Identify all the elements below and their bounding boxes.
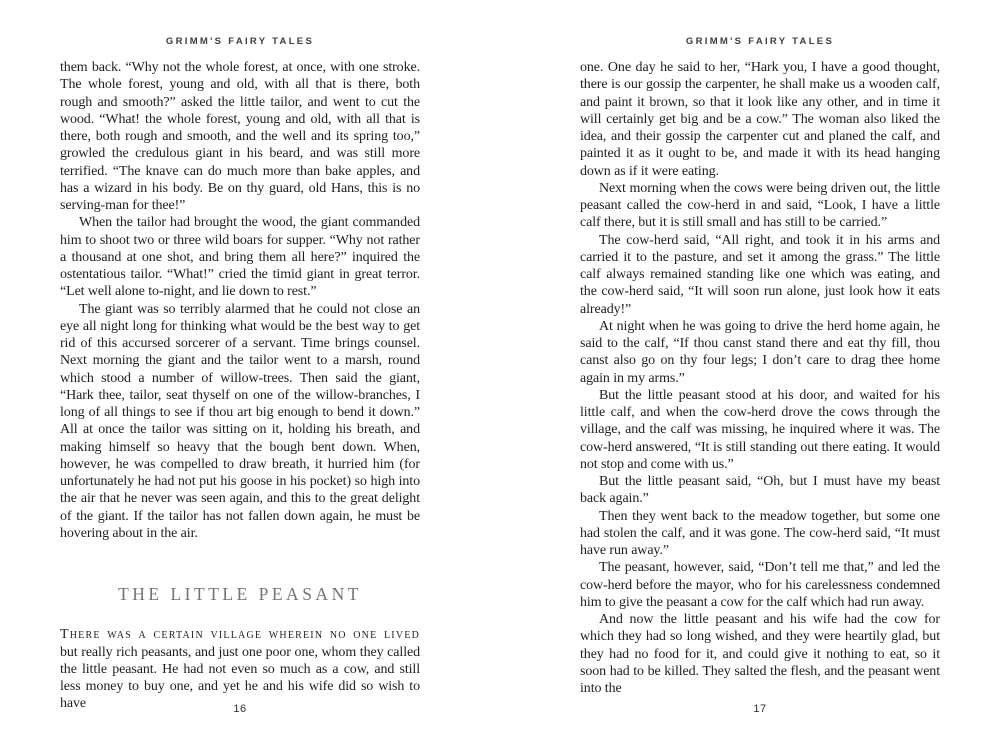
chapter-opening-paragraphs [60, 626, 420, 712]
page-number-left: 16 [233, 703, 247, 715]
page-left [60, 0, 420, 737]
paragraph: The peasant, however, said, “Don’t tell me that,” and led the cow-herd before the mayor, who for his carelessness condemned him to give the peasant a cow for the calf which had run away. [580, 560, 940, 610]
chapter-heading: THE LITTLE PEASANT [118, 584, 362, 604]
paragraph: But the little peasant stood at his door, and waited for his little calf, and when the cow-herd drove the cows through the village, and the calf was missing, he inquired where it was. The cow-herd answered, “It is still standing out there eating. It would not stop and come with us.” [580, 387, 940, 472]
running-head-left: GRIMM'S FAIRY TALES [165, 36, 315, 47]
story-paragraphs [580, 59, 940, 697]
running-head-right: GRIMM'S FAIRY TALES [685, 36, 835, 47]
page-number-right: 17 [753, 703, 767, 715]
paragraph: one. One day he said to her, “Hark you, I have a good thought, there is our gossip the carpenter, he shall make us a wooden calf, and paint it brown, so that it look like any other, and in time it will certainly get big and be a cow.” The woman also liked the idea, and their gossip the carpenter cut and planed the calf, and painted it as it ought to be, and made it with its head hanging down as if it were eating. [580, 60, 940, 179]
paragraph: At night when he was going to drive the herd home again, he said to the calf, “If thou canst stand there and eat thy fill, thou canst also go on thy four legs; I don’t care to drag thee home again in my arms.” [580, 318, 940, 386]
paragraph: The cow-herd said, “All right, and took it in his arms and carried it to the pasture, and set it among the grass.” The little calf always remained standing like one which was eating, and the cow-herd said, “It will soon run alone, just look how it eats already!” [580, 232, 940, 317]
paragraph: But the little peasant said, “Oh, but I must have my beast back again.” [580, 474, 940, 507]
paragraph: Then they went back to the meadow together, but some one had stolen the calf, and it was gone. The cow-herd said, “It must have run away.” [580, 508, 940, 558]
page-right [580, 0, 940, 737]
paragraph: The giant was so terribly alarmed that he could not close an eye all night long for thinking what would be the best way to get rid of this accursed sorcerer of a servant. Time brings counsel. Next morning the giant and the tailor went to a marsh, round which stood a number of willow-trees. Then said the giant, “Hark thee, tailor, seat thyself on one of the willow-branches, I long of all things to see if thou art big enough to bend it down.” All at once the tailor was sitting on it, holding his breath, and making himself so heavy that the bough bent down. When, however, he was compelled to draw breath, it hurried him (for unfortunately he had not put his goose in his pocket) so high into the air that he never was seen again, and this to the great delight of the giant. If the tailor has not fallen down again, he must be hovering about in the air. [60, 301, 420, 541]
page-right-body [580, 59, 940, 697]
paragraph: There was a certain village wherein no one lived but really rich peasants, and just one poor one, whom they called the little peasant. He had not even so much as a cow, and still less money to buy one, and yet he and his wife did so wish to have [60, 627, 420, 712]
paragraph: them back. “Why not the whole forest, at once, with one stroke. The whole forest, young and old, with all that is there, both rough and smooth?” asked the little tailor, and went to cut the wood. “What! the whole forest, young and old, with all that is there, both rough and smooth, and the well and its spring too,” growled the credulous giant in his beard, and was still more terrified. “The knave can do much more than bake apples, and has a wizard in his body. Be on thy guard, old Hans, this is no serving-man for thee!” [60, 60, 420, 213]
page-left-body [60, 59, 420, 713]
paragraph: When the tailor had brought the wood, the giant commanded him to shoot two or three wild boars for supper. “Why not rather a thousand at one shot, and bring them all here?” inquired the ostentatious tailor. “What!” cried the timid giant in great terror. “Let well alone to-night, and lie down to rest.” [60, 215, 420, 300]
story-end-paragraphs [60, 59, 420, 542]
paragraph: Next morning when the cows were being driven out, the little peasant called the cow-herd in and said, “Look, I have a little calf there, but it is still small and has still to be carried.” [580, 180, 940, 231]
paragraph: And now the little peasant and his wife had the cow for which they had so long wished, and they were heartily glad, but they had no food for it, and could give it nothing to eat, so it soon had to be killed. They salted the flesh, and the peasant went into the [580, 612, 940, 696]
